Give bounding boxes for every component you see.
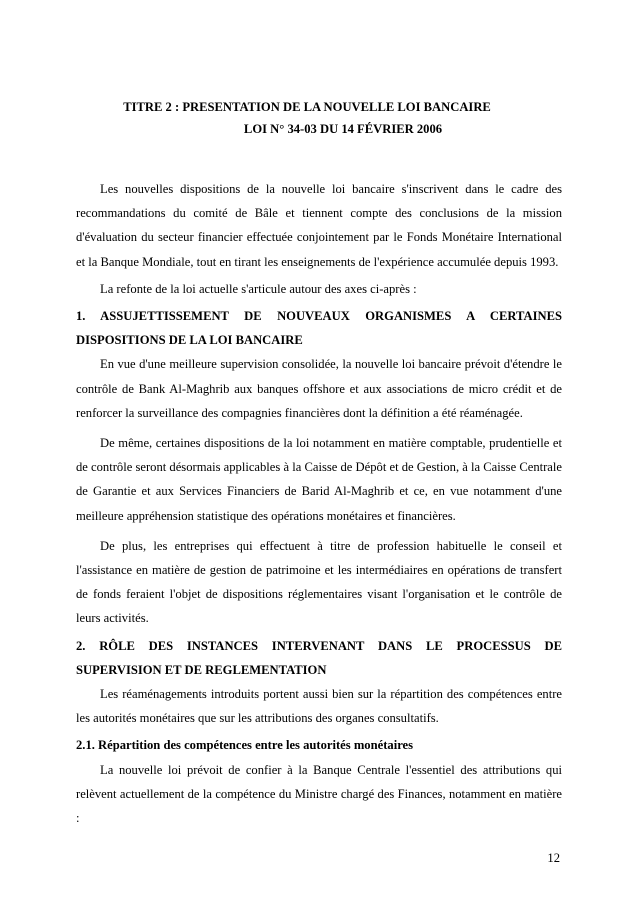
page-number: 12: [547, 851, 560, 865]
section-1-paragraph-2: De même, certaines dispositions de la loi notamment en matière comptable, prudentielle et de contrôle seront désormais applicables à la Caisse de Dépôt et de Gestion, à la Caisse Centrale de Garantie et aux Services Financiers de Barid Al-Maghrib et ce, en vue notamment d'une meilleure appréhension statistique des opérations monétaires et financières.: [76, 436, 562, 523]
section-1-paragraph-1: En vue d'une meilleure supervision consolidée, la nouvelle loi bancaire prévoit d'étendre le contrôle de Bank Al-Maghrib aux banques offshore et aux associations de micro crédit et de renforcer la surveillance des compagnies financières dont la définition a été réaménagée.: [76, 357, 562, 420]
title-line-1: TITRE 2 : PRESENTATION DE LA NOUVELLE LOI BANCAIRE: [123, 100, 491, 114]
section-1-heading-line-2: DISPOSITIONS DE LA LOI BANCAIRE: [76, 333, 303, 348]
document-page: [76, 96, 562, 830]
title-line-2: LOI N° 34-03 DU 14 FÉVRIER 2006: [243, 122, 443, 136]
axes-paragraph: La refonte de la loi actuelle s'articule autour des axes ci-après :: [100, 281, 417, 296]
section-1-heading-line-1: 1. ASSUJETTISSEMENT DE NOUVEAUX ORGANISMES A CERTAINES: [76, 309, 562, 324]
section-2-1-heading: 2.1. Répartition des compétences entre les autorités monétaires: [76, 738, 414, 753]
intro-paragraph: Les nouvelles dispositions de la nouvelle loi bancaire s'inscrivent dans le cadre des recommandations du comité de Bâle et tiennent compte des conclusions de la mission d'évaluation du secteur financier effectuée conjointement par le Fonds Monétaire International et la Banque Mondiale, tout en tirant les enseignements de l'expérience accumulée depuis 1993.: [76, 182, 562, 269]
section-1-heading: [76, 304, 562, 352]
document-body: [76, 177, 562, 830]
section-2-heading-line-1: 2. RÔLE DES INSTANCES INTERVENANT DANS LE PROCESSUS DE: [76, 638, 562, 653]
section-2-heading-line-2: SUPERVISION ET DE REGLEMENTATION: [76, 662, 327, 677]
section-2-paragraph-1: Les réaménagements introduits portent aussi bien sur la répartition des compétences entre les autorités monétaires que sur les attributions des organes consultatifs.: [76, 687, 562, 726]
section-2-heading: [76, 634, 562, 682]
section-1-paragraph-3: De plus, les entreprises qui effectuent à titre de profession habituelle le conseil et l'assistance en matière de gestion de patrimoine et les intermédiaires en opérations de transfert de fonds feraient l'objet de dispositions réglementaires visant l'organisation et le contrôle de leurs activités.: [76, 538, 562, 626]
section-2-1-paragraph-1: La nouvelle loi prévoit de confier à la Banque Centrale l'essentiel des attributions qui relèvent actuellement de la compétence du Ministre chargé des Finances, notamment en matière :: [76, 762, 562, 826]
document-title: [76, 96, 562, 140]
